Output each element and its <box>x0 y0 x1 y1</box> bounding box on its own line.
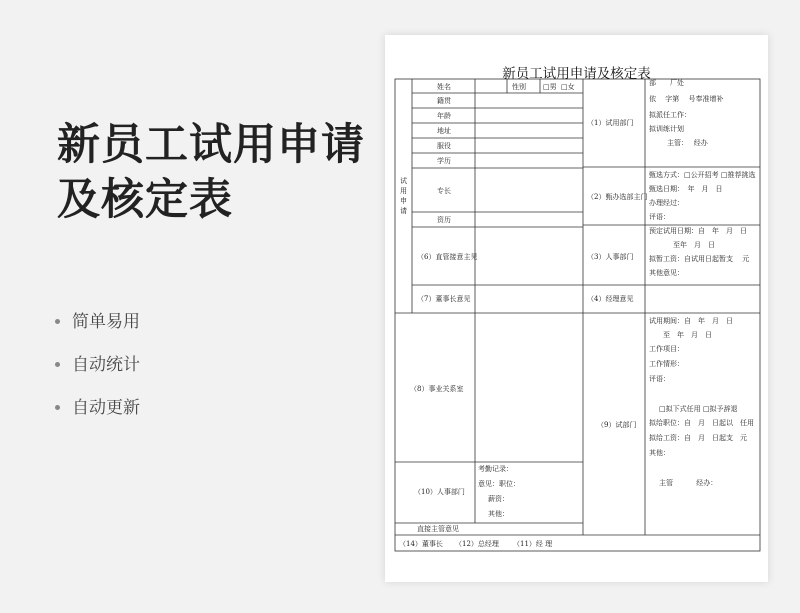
label-gender: 性别 <box>512 83 526 91</box>
label-name: 姓名 <box>437 83 451 91</box>
hr3-line: 拟暂工资：自试用日起暂支 元 <box>649 255 750 263</box>
footer-chairman: （14）董事长 <box>399 540 443 548</box>
dept1-line: 依 字第 号奉准增补 <box>649 95 724 103</box>
trial9-line: 拟给职位：自 月 日起以 任用 <box>649 419 754 427</box>
trial9-line: □拟下式任用 □拟予辞退 <box>659 405 738 413</box>
label-hr-section-10: （10）人事部门 <box>414 488 465 496</box>
label-age: 年龄 <box>437 112 451 120</box>
feature-label: 简单易用 <box>72 312 140 331</box>
label-selection-dept: （2）甄办选部主门 <box>587 193 648 201</box>
section-apply-char: 试 <box>400 177 407 185</box>
option-female: □女 <box>561 83 575 91</box>
sel-line: 甄选日期： 年 月 日 <box>649 185 723 193</box>
sel-line: 评语： <box>649 213 670 221</box>
section-apply-char: 用 <box>400 187 407 195</box>
form-table <box>385 35 768 582</box>
label-service: 服役 <box>437 142 451 150</box>
form-title: 新员工试用申请及核定表 <box>502 66 651 82</box>
label-specialty: 专长 <box>437 187 451 195</box>
feature-label: 自动更新 <box>72 398 140 417</box>
hr10-line: 其他： <box>488 510 509 518</box>
trial9-line: 其他： <box>649 449 670 457</box>
sel-line: 办理经过： <box>649 199 684 207</box>
trial9-line: 试用期间：自 年 月 日 <box>649 317 733 325</box>
feature-list <box>55 308 140 437</box>
label-chairman-opinion: （7）董事长意见 <box>417 295 471 303</box>
dept1-line: 主管： 经办 <box>667 139 708 147</box>
label-native: 籍贯 <box>437 97 451 105</box>
form-preview <box>385 35 768 582</box>
trial9-line: 拟给工资：自 月 日起支 元 <box>649 434 747 442</box>
label-direct-manager: 直接主管意见 <box>417 525 459 533</box>
feature-item <box>55 351 140 394</box>
label-supervisor-opinion: （6）直管接意主见 <box>417 253 478 261</box>
trial9-line: 至 年 月 日 <box>663 331 712 339</box>
feature-item <box>55 394 140 437</box>
bullet-icon <box>55 405 60 410</box>
hr10-line: 薪资： <box>488 495 509 503</box>
bullet-icon <box>55 319 60 324</box>
headline <box>57 118 365 228</box>
label-hr-dept: （3）人事部门 <box>587 253 634 261</box>
feature-label: 自动统计 <box>72 355 140 374</box>
label-address: 地址 <box>437 127 451 135</box>
label-experience: 资历 <box>437 216 451 224</box>
sel-line: 甄选方式：□公开招考 □推荐挑选 <box>649 171 756 179</box>
footer-general-manager: （12）总经理 <box>455 540 499 548</box>
label-manager-opinion: （4）经理意见 <box>587 295 634 303</box>
dept1-line: 部 厂处 <box>649 79 684 87</box>
label-trial-dept: （1）试用部门 <box>587 119 634 127</box>
option-male: □男 <box>543 83 557 91</box>
trial9-line: 工作项目： <box>649 345 684 353</box>
trial9-line: 评语： <box>649 375 670 383</box>
label-education: 学历 <box>437 157 451 165</box>
trial9-line: 工作情形： <box>649 360 684 368</box>
headline-line-1: 新员工试用申请 <box>57 120 365 170</box>
footer-manager: （11）经 理 <box>513 540 553 548</box>
headline-line-2: 及核定表 <box>57 175 233 225</box>
label-business-office: （8）事业关系室 <box>410 385 464 393</box>
dept1-line: 拟派任工作： <box>649 111 691 119</box>
label-trial-section: （9）试部门 <box>597 421 637 429</box>
hr10-line: 意见：职位： <box>478 480 520 488</box>
bullet-icon <box>55 362 60 367</box>
dept1-line: 拟训练计划 <box>649 125 684 133</box>
trial9-line: 主管 经办： <box>659 479 718 487</box>
feature-item <box>55 308 140 351</box>
section-apply-char: 申 <box>400 197 407 205</box>
hr3-line: 至年 月 日 <box>673 241 715 249</box>
hr3-line: 预定试用日期：自 年 月 日 <box>649 227 747 235</box>
hr3-line: 其他意见： <box>649 269 684 277</box>
section-apply-char: 请 <box>400 207 407 215</box>
hr10-line: 考勤记录： <box>478 465 513 473</box>
